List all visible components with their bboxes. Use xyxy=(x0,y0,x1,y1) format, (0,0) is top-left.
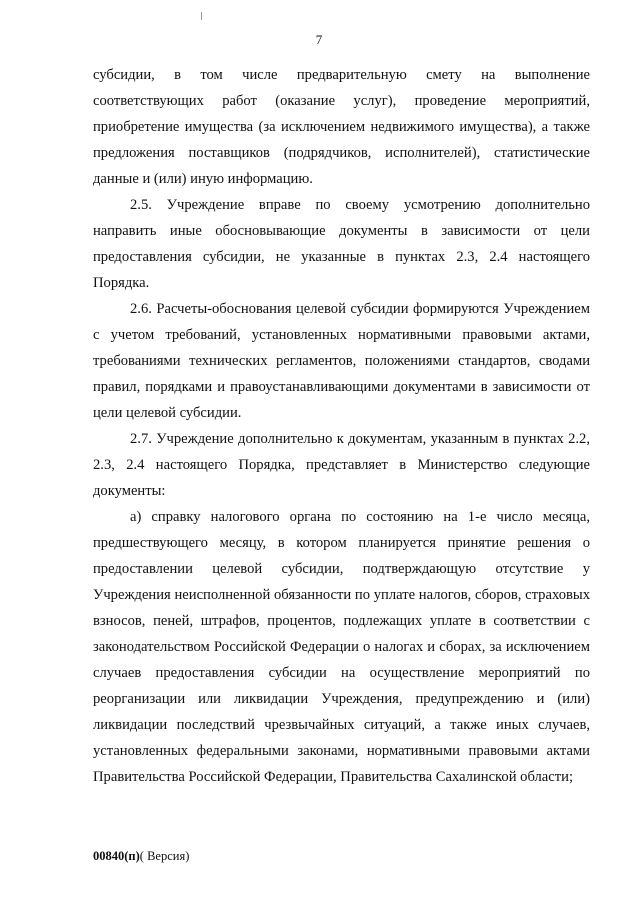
page-number: 7 xyxy=(315,32,323,47)
document-code: 00840(п) xyxy=(93,849,140,863)
document-footer xyxy=(93,849,189,864)
scan-mark xyxy=(201,12,202,20)
paragraph-2-7-a: а) справку налогового органа по состоянию на 1-е число месяца, предшествующего месяцу, в котором планируется принятие решения о предоставлении целевой субсидии, подтверждающую отсутствие у Учреждения неисполненной обязанности по уплате налогов, сборов, страховых взносов, пеней, штрафов, процентов, подлежащих уплате в соответствии с законодательством Российской Федерации о налогах и сборах, за исключением случаев предоставления субсидии на осуществление мероприятий по реорганизации или ликвидации Учреждения, предупреждению и (или) ликвидации последствий чрезвычайных ситуаций, а также иных случаев, установленных федеральными законами, нормативными правовыми актами Правительства Российской Федерации, Правительства Сахалинской области; xyxy=(93,509,590,785)
document-body xyxy=(93,62,590,790)
paragraph-2-7: 2.7. Учреждение дополнительно к документам, указанным в пунктах 2.2, 2.3, 2.4 настоящего Порядка, представляет в Министерство следующие документы: xyxy=(93,431,590,499)
version-label: ( Версия) xyxy=(139,849,190,863)
paragraph-2-5: 2.5. Учреждение вправе по своему усмотрению дополнительно направить иные обосновывающие документы в зависимости от цели предоставления субсидии, не указанные в пунктах 2.3, 2.4 настоящего Порядка. xyxy=(93,197,590,291)
paragraph-2-6: 2.6. Расчеты-обоснования целевой субсидии формируются Учреждением с учетом требований, установленных нормативными правовыми актами, требованиями технических регламентов, положениями стандартов, сводами правил, порядками и правоустанавливающими документами в зависимости от цели целевой субсидии. xyxy=(93,301,590,421)
paragraph-continuation: субсидии, в том числе предварительную смету на выполнение соответствующих работ (оказание услуг), проведение мероприятий, приобретение имущества (за исключением недвижимого имущества), а также предложения поставщиков (подрядчиков, исполнителей), статистические данные и (или) иную информацию. xyxy=(93,67,590,187)
